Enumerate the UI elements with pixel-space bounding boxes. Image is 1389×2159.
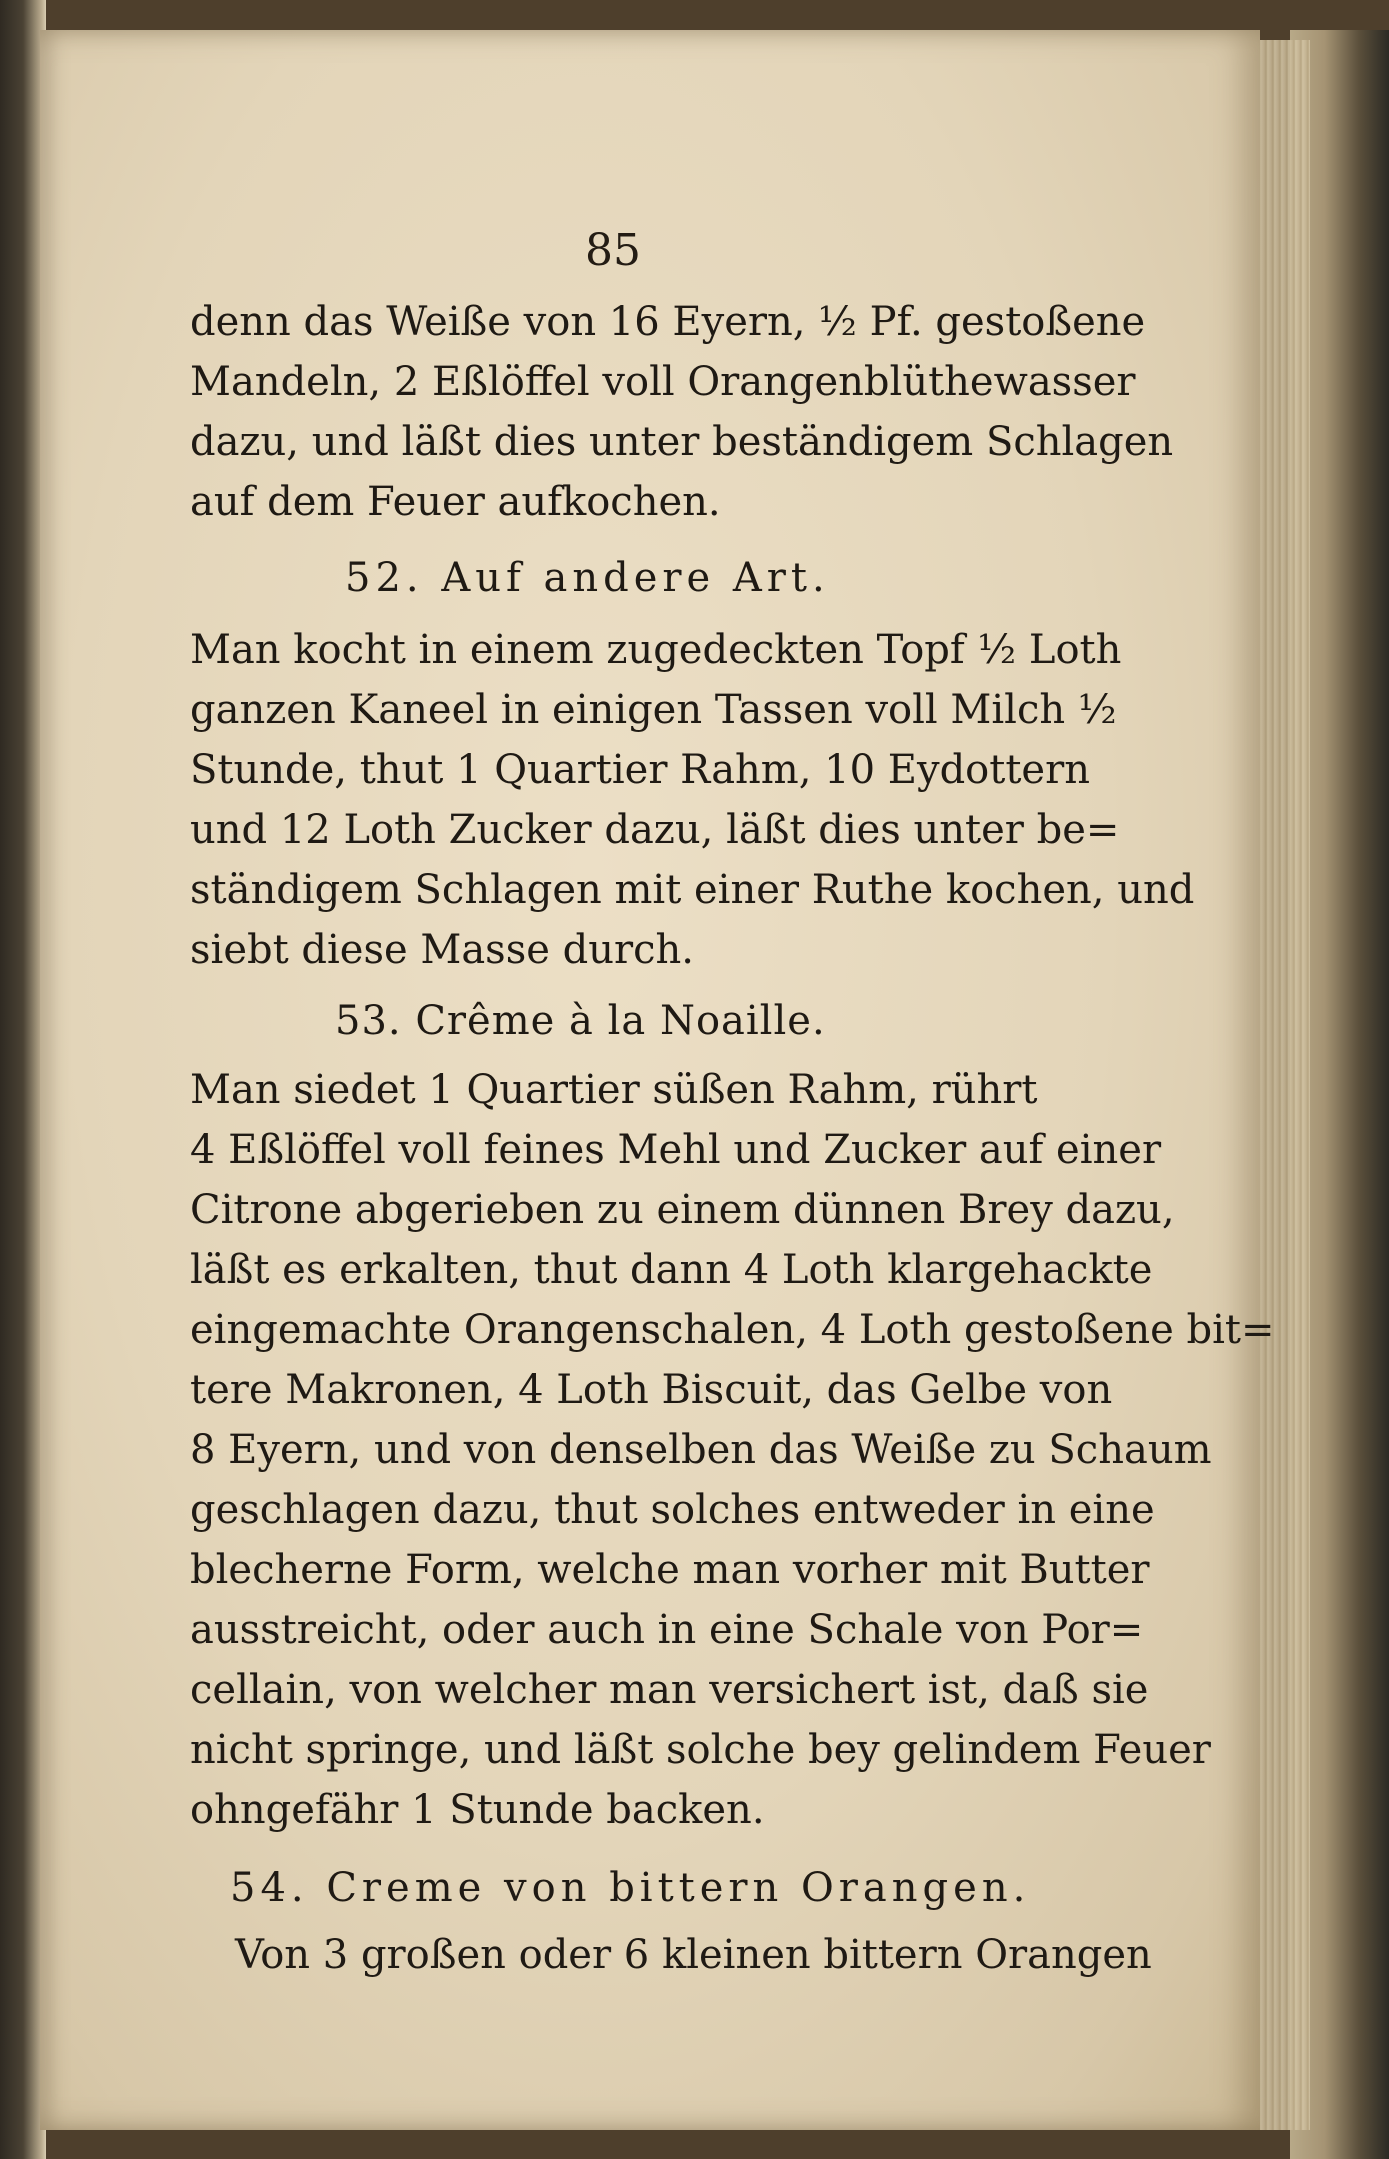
text-line: 4 Eßlöffel voll feines Mehl und Zucker auf einer bbox=[190, 1127, 1162, 1173]
text-line: Man siedet 1 Quartier süßen Rahm, rührt bbox=[190, 1067, 1038, 1113]
text-line: Stunde, thut 1 Quartier Rahm, 10 Eydottern bbox=[190, 747, 1090, 793]
recipe-heading-54: 54. Creme von bittern Orangen. bbox=[230, 1865, 1031, 1911]
text-line: und 12 Loth Zucker dazu, läßt dies unter be= bbox=[190, 807, 1120, 853]
text-line: dazu, und läßt dies unter beständigem Schlagen bbox=[190, 419, 1174, 465]
text-line: blecherne Form, welche man vorher mit Butter bbox=[190, 1547, 1150, 1593]
text-line: geschlagen dazu, thut solches entweder in eine bbox=[190, 1487, 1155, 1533]
text-line: eingemachte Orangenschalen, 4 Loth gestoßene bit= bbox=[190, 1307, 1275, 1353]
text-line: cellain, von welcher man versichert ist, daß sie bbox=[190, 1667, 1149, 1713]
text-line: läßt es erkalten, thut dann 4 Loth klargehackte bbox=[190, 1247, 1153, 1293]
book-page bbox=[40, 30, 1275, 2130]
text-line: Mandeln, 2 Eßlöffel voll Orangenblüthewasser bbox=[190, 359, 1136, 405]
recipe-heading-53: 53. Crême à la Noaille. bbox=[335, 998, 826, 1044]
text-line: Von 3 großen oder 6 kleinen bittern Orangen bbox=[235, 1932, 1152, 1978]
text-line: Man kocht in einem zugedeckten Topf ½ Loth bbox=[190, 627, 1122, 673]
text-line: ständigem Schlagen mit einer Ruthe kochen, und bbox=[190, 867, 1195, 913]
text-line: ohngefähr 1 Stunde backen. bbox=[190, 1787, 765, 1833]
text-line: ganzen Kaneel in einigen Tassen voll Milch ½ bbox=[190, 687, 1117, 733]
text-line: 8 Eyern, und von denselben das Weiße zu Schaum bbox=[190, 1427, 1212, 1473]
page-number: 85 bbox=[585, 225, 641, 276]
text-line: tere Makronen, 4 Loth Biscuit, das Gelbe von bbox=[190, 1367, 1113, 1413]
text-line: nicht springe, und läßt solche bey gelindem Feuer bbox=[190, 1727, 1211, 1773]
text-line: ausstreicht, oder auch in eine Schale von Por= bbox=[190, 1607, 1144, 1653]
text-line: auf dem Feuer aufkochen. bbox=[190, 479, 721, 525]
recipe-heading-52: 52. Auf andere Art. bbox=[345, 555, 830, 601]
text-line: siebt diese Masse durch. bbox=[190, 927, 694, 973]
text-line: denn das Weiße von 16 Eyern, ½ Pf. gestoßene bbox=[190, 299, 1146, 345]
text-line: Citrone abgerieben zu einem dünnen Brey dazu, bbox=[190, 1187, 1175, 1233]
